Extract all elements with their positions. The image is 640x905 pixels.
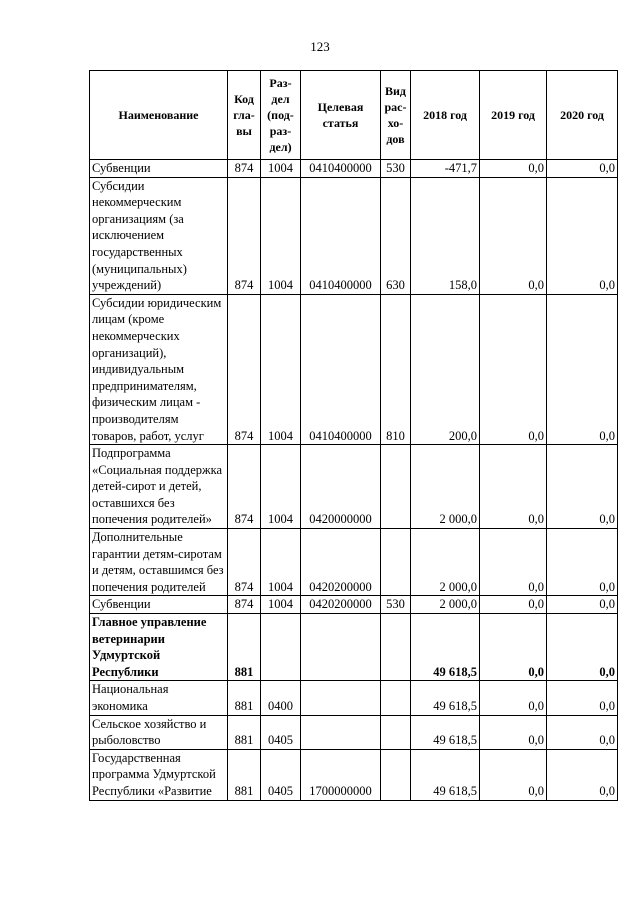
row-expense xyxy=(381,614,411,681)
row-2018: 2 000,0 xyxy=(411,445,480,529)
row-target xyxy=(301,681,381,715)
row-2018: 158,0 xyxy=(411,177,480,294)
row-chapter: 881 xyxy=(228,681,261,715)
row-2020: 0,0 xyxy=(547,445,618,529)
row-2019: 0,0 xyxy=(480,160,547,178)
row-chapter: 874 xyxy=(228,160,261,178)
row-name: Субсидии некоммерческим организациям (за исключением государственных (муниципальных) учреждений) xyxy=(90,177,228,294)
row-2019: 0,0 xyxy=(480,715,547,749)
row-expense xyxy=(381,445,411,529)
table-row xyxy=(90,160,618,178)
row-section: 1004 xyxy=(261,160,301,178)
row-2020: 0,0 xyxy=(547,294,618,444)
header-name: Наименование xyxy=(90,71,228,160)
row-expense xyxy=(381,681,411,715)
table-row xyxy=(90,445,618,529)
row-target: 0420000000 xyxy=(301,445,381,529)
row-2020: 0,0 xyxy=(547,596,618,614)
table-row xyxy=(90,749,618,800)
row-target: 0410400000 xyxy=(301,294,381,444)
row-section: 1004 xyxy=(261,445,301,529)
table-row xyxy=(90,715,618,749)
row-name: Сельское хозяйство и рыболовство xyxy=(90,715,228,749)
row-name: Государственная программа Удмуртской Республики «Развитие xyxy=(90,749,228,800)
row-2018: 2 000,0 xyxy=(411,596,480,614)
row-chapter: 874 xyxy=(228,596,261,614)
row-2019: 0,0 xyxy=(480,294,547,444)
page-number: 123 xyxy=(310,39,330,54)
row-section: 1004 xyxy=(261,529,301,596)
row-2018: 49 618,5 xyxy=(411,614,480,681)
table-row xyxy=(90,596,618,614)
row-2020: 0,0 xyxy=(547,614,618,681)
row-2018: 49 618,5 xyxy=(411,681,480,715)
row-section: 1004 xyxy=(261,294,301,444)
row-chapter: 874 xyxy=(228,177,261,294)
table-row xyxy=(90,529,618,596)
row-section: 0405 xyxy=(261,715,301,749)
row-2019: 0,0 xyxy=(480,749,547,800)
row-2018: 2 000,0 xyxy=(411,529,480,596)
row-expense xyxy=(381,715,411,749)
row-2019: 0,0 xyxy=(480,681,547,715)
table-row xyxy=(90,681,618,715)
row-section: 1004 xyxy=(261,596,301,614)
row-2019: 0,0 xyxy=(480,529,547,596)
row-target xyxy=(301,715,381,749)
row-2020: 0,0 xyxy=(547,529,618,596)
row-chapter: 881 xyxy=(228,749,261,800)
row-target: 0420200000 xyxy=(301,596,381,614)
row-expense: 810 xyxy=(381,294,411,444)
row-chapter: 874 xyxy=(228,529,261,596)
row-section: 0405 xyxy=(261,749,301,800)
row-expense: 530 xyxy=(381,596,411,614)
table-row xyxy=(90,294,618,444)
row-name: Субвенции xyxy=(90,160,228,178)
header-2019: 2019 год xyxy=(480,71,547,160)
header-2018: 2018 год xyxy=(411,71,480,160)
header-2020: 2020 год xyxy=(547,71,618,160)
row-2020: 0,0 xyxy=(547,681,618,715)
table-row xyxy=(90,177,618,294)
row-expense xyxy=(381,749,411,800)
table-header-row xyxy=(90,71,618,160)
row-name: Субвенции xyxy=(90,596,228,614)
row-expense xyxy=(381,529,411,596)
row-name: Дополнительные гарантии детям-сиротам и детям, оставшимся без попечения родителей xyxy=(90,529,228,596)
row-2019: 0,0 xyxy=(480,614,547,681)
row-section: 0400 xyxy=(261,681,301,715)
row-2020: 0,0 xyxy=(547,160,618,178)
row-chapter: 874 xyxy=(228,294,261,444)
row-section xyxy=(261,614,301,681)
row-name: Национальная экономика xyxy=(90,681,228,715)
row-target: 1700000000 xyxy=(301,749,381,800)
row-2020: 0,0 xyxy=(547,177,618,294)
row-2018: -471,7 xyxy=(411,160,480,178)
budget-table xyxy=(89,70,618,801)
header-target: Целевая статья xyxy=(301,71,381,160)
row-expense: 530 xyxy=(381,160,411,178)
header-chapter: Код гла-вы xyxy=(228,71,261,160)
row-chapter: 881 xyxy=(228,715,261,749)
row-2018: 49 618,5 xyxy=(411,715,480,749)
row-name: Субсидии юридическим лицам (кроме некоммерческих организаций), индивидуальным предпринимателям, физическим лицам - производителям товаров, работ, услуг xyxy=(90,294,228,444)
row-chapter: 881 xyxy=(228,614,261,681)
header-expense: Вид рас-хо-дов xyxy=(381,71,411,160)
row-name: Подпрограмма «Социальная поддержка детей-сирот и детей, оставшихся без попечения родителей» xyxy=(90,445,228,529)
row-2019: 0,0 xyxy=(480,445,547,529)
row-chapter: 874 xyxy=(228,445,261,529)
row-target: 0420200000 xyxy=(301,529,381,596)
row-target: 0410400000 xyxy=(301,177,381,294)
row-section: 1004 xyxy=(261,177,301,294)
row-2019: 0,0 xyxy=(480,177,547,294)
row-2019: 0,0 xyxy=(480,596,547,614)
row-2020: 0,0 xyxy=(547,715,618,749)
table-row xyxy=(90,614,618,681)
row-name: Главное управление ветеринарии Удмуртской Республики xyxy=(90,614,228,681)
header-section: Раз-дел (под-раз-дел) xyxy=(261,71,301,160)
row-target: 0410400000 xyxy=(301,160,381,178)
row-2018: 49 618,5 xyxy=(411,749,480,800)
row-2020: 0,0 xyxy=(547,749,618,800)
row-expense: 630 xyxy=(381,177,411,294)
row-target xyxy=(301,614,381,681)
row-2018: 200,0 xyxy=(411,294,480,444)
